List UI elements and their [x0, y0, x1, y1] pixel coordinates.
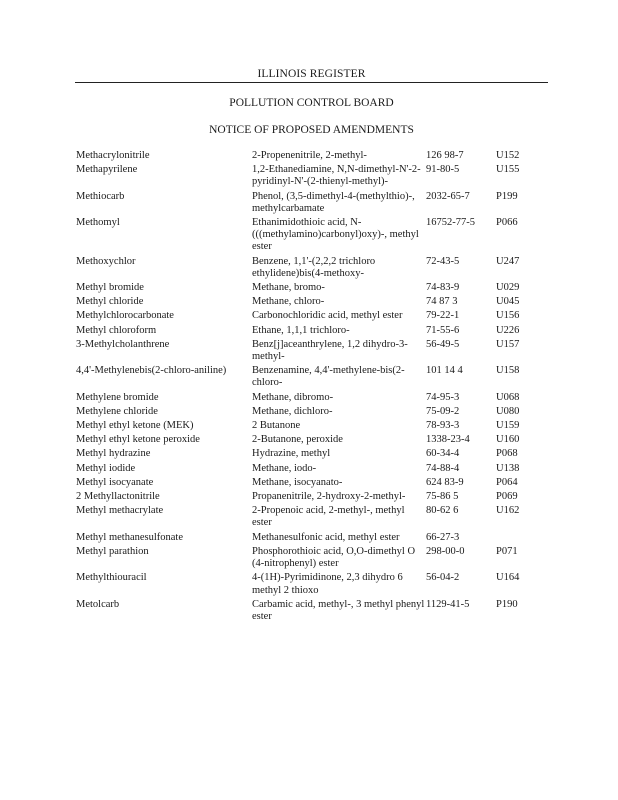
- table-row: [76, 406, 536, 420]
- register-title: ILLINOIS REGISTER: [257, 68, 366, 80]
- waste-code: U155: [496, 164, 520, 176]
- waste-code: U159: [496, 420, 520, 432]
- chemical-name: Carbamic acid, methyl-, 3 methyl phenyl ester: [252, 598, 425, 622]
- cas-number: 1129-41-5: [426, 598, 470, 610]
- table-row: [76, 448, 536, 462]
- table-row: [76, 191, 536, 217]
- chemical-name: 1,2-Ethanediamine, N,N-dimethyl-N'-2-pyridinyl-N'-(2-thienyl-methyl)-: [252, 164, 421, 188]
- table-row: [76, 491, 536, 505]
- waste-code: P071: [496, 545, 518, 557]
- cas-number: 1338-23-4: [426, 434, 470, 446]
- substance-name: Methylene chloride: [76, 405, 158, 417]
- cas-number: 78-93-3: [426, 420, 460, 432]
- table-row: [76, 420, 536, 434]
- waste-code: U226: [496, 324, 520, 336]
- substance-name: Methylene bromide: [76, 391, 159, 403]
- cas-number: 72-43-5: [426, 255, 460, 267]
- cas-number: 79-22-1: [426, 310, 460, 322]
- substance-name: Methomyl: [76, 217, 120, 229]
- table-row: [76, 282, 536, 296]
- waste-code: [496, 532, 536, 546]
- waste-code: U162: [496, 505, 520, 517]
- substance-name: 2 Methyllactonitrile: [76, 491, 160, 503]
- table-row: [76, 477, 536, 491]
- substance-name: Methacrylonitrile: [76, 150, 150, 161]
- substance-name: Methiocarb: [76, 190, 125, 202]
- waste-code: U247: [496, 255, 520, 267]
- chemical-name: Methane, dichloro-: [252, 405, 333, 417]
- waste-code: U164: [496, 572, 520, 584]
- chemical-name: Ethane, 1,1,1 trichloro-: [252, 324, 350, 336]
- waste-code: U068: [496, 391, 520, 403]
- chemical-name: Methane, isocyanato-: [252, 476, 343, 488]
- chemical-name: Methane, chloro-: [252, 296, 325, 308]
- notice-title: NOTICE OF PROPOSED AMENDMENTS: [209, 124, 414, 136]
- substance-name: Methyl bromide: [76, 282, 144, 294]
- cas-number: 75-09-2: [426, 405, 460, 417]
- table-row: [76, 164, 536, 190]
- substance-name: Methyl hydrazine: [76, 448, 151, 460]
- chemical-name: 2-Butanone, peroxide: [252, 434, 343, 446]
- chemical-name: Ethanimidothioic acid, N-(((methylamino)carbonyl)oxy)-, methyl ester: [252, 217, 419, 253]
- chemical-name: Methane, bromo-: [252, 282, 325, 294]
- waste-code: U152: [496, 150, 520, 161]
- cas-number: 74-88-4: [426, 462, 460, 474]
- cas-number: 71-55-6: [426, 324, 460, 336]
- table-row: [76, 339, 536, 365]
- substance-name: Methyl iodide: [76, 462, 136, 474]
- cas-number: 56-49-5: [426, 338, 460, 350]
- table-row: [76, 572, 536, 598]
- chemical-name: Benz[j]aceanthrylene, 1,2 dihydro-3-methyl-: [252, 338, 408, 363]
- chemical-name: Methane, iodo-: [252, 462, 317, 474]
- board-title: POLLUTION CONTROL BOARD: [229, 97, 394, 109]
- substance-name: Methyl ethyl ketone (MEK): [76, 420, 194, 432]
- chemical-name: 2 Butanone: [252, 420, 301, 432]
- substance-name: Metolcarb: [76, 598, 120, 610]
- table-row: [76, 296, 536, 310]
- table-row: [76, 546, 536, 572]
- waste-code: U156: [496, 310, 520, 322]
- chemical-name: Propanenitrile, 2-hydroxy-2-methyl-: [252, 491, 406, 503]
- chemical-name: Methane, dibromo-: [252, 391, 334, 403]
- table-row: [76, 310, 536, 324]
- waste-code: P064: [496, 476, 518, 488]
- waste-code: U029: [496, 282, 520, 294]
- table-row: [76, 434, 536, 448]
- cas-number: 16752-77-5: [426, 217, 475, 229]
- waste-code: U080: [496, 405, 520, 417]
- waste-code: U160: [496, 434, 520, 446]
- register-header: [75, 68, 548, 84]
- substance-name: 3-Methylcholanthrene: [76, 338, 170, 350]
- substance-name: Methylchlorocarbonate: [76, 310, 174, 322]
- chemical-name: Phosphorothioic acid, O,O-dimethyl O (4-nitrophenyl) ester: [252, 545, 416, 570]
- cas-number: 74-83-9: [426, 282, 460, 294]
- cas-number: 2032-65-7: [426, 190, 470, 202]
- cas-number: 75-86 5: [426, 491, 459, 503]
- substance-name: Methyl chloride: [76, 296, 144, 308]
- header-rule: [75, 82, 548, 83]
- waste-code: P199: [496, 190, 518, 202]
- cas-number: 80-62 6: [426, 505, 459, 517]
- substance-name: Methyl isocyanate: [76, 476, 154, 488]
- waste-code: P069: [496, 491, 518, 503]
- cas-number: 298-00-0: [426, 545, 465, 557]
- substance-name: Methapyrilene: [76, 164, 138, 176]
- cas-number: 56-04-2: [426, 572, 460, 584]
- chemical-name: 4-(1H)-Pyrimidinone, 2,3 dihydro 6 methyl 2 thioxo: [252, 572, 403, 596]
- substance-name: Methyl parathion: [76, 545, 149, 557]
- substance-name: Methylthiouracil: [76, 572, 147, 584]
- cas-number: 624 83-9: [426, 476, 464, 488]
- cas-number: 101 14 4: [426, 365, 463, 377]
- table-row: [76, 392, 536, 406]
- substance-name: Methyl methanesulfonate: [76, 531, 184, 543]
- table-row: [76, 599, 536, 625]
- substance-name: Methyl chloroform: [76, 324, 157, 336]
- substance-name: Methyl ethyl ketone peroxide: [76, 434, 200, 446]
- chemical-name: Methanesulfonic acid, methyl ester: [252, 531, 400, 543]
- table-row: [76, 256, 536, 282]
- cas-number: 66-27-3: [426, 531, 460, 543]
- waste-code: U157: [496, 338, 520, 350]
- waste-code: P068: [496, 448, 518, 460]
- chemical-name: Carbonochloridic acid, methyl ester: [252, 310, 403, 322]
- waste-table: [76, 150, 536, 625]
- cas-number: 126 98-7: [426, 150, 464, 161]
- table-row: [76, 463, 536, 477]
- table-row: [76, 532, 536, 546]
- cas-number: 74-95-3: [426, 391, 460, 403]
- chemical-name: Phenol, (3,5-dimethyl-4-(methylthio)-, methylcarbamate: [252, 190, 415, 214]
- cas-number: 91-80-5: [426, 164, 460, 176]
- table-row: [76, 325, 536, 339]
- substance-name: 4,4'-Methylenebis(2-chloro-aniline): [76, 365, 227, 377]
- chemical-name: Benzene, 1,1'-(2,2,2 trichloro ethylidene)bis(4-methoxy-: [252, 255, 376, 279]
- waste-code: P066: [496, 217, 518, 229]
- cas-number: 74 87 3: [426, 296, 458, 308]
- chemical-name: Hydrazine, methyl: [252, 448, 331, 460]
- table-row: [76, 217, 536, 256]
- table-row: [76, 150, 536, 164]
- substance-name: Methyl methacrylate: [76, 505, 164, 517]
- waste-code: U158: [496, 365, 520, 377]
- chemical-name: Benzenamine, 4,4'-methylene-bis(2-chloro-: [252, 365, 405, 389]
- waste-code: U045: [496, 296, 520, 308]
- cas-number: 60-34-4: [426, 448, 460, 460]
- table-row: [76, 505, 536, 531]
- substance-name: Methoxychlor: [76, 255, 136, 267]
- chemical-name: 2-Propenoic acid, 2-methyl-, methyl ester: [252, 505, 405, 529]
- waste-code: P190: [496, 598, 518, 610]
- table-row: [76, 365, 536, 391]
- waste-code: U138: [496, 462, 520, 474]
- chemical-name: 2-Propenenitrile, 2-methyl-: [252, 150, 367, 161]
